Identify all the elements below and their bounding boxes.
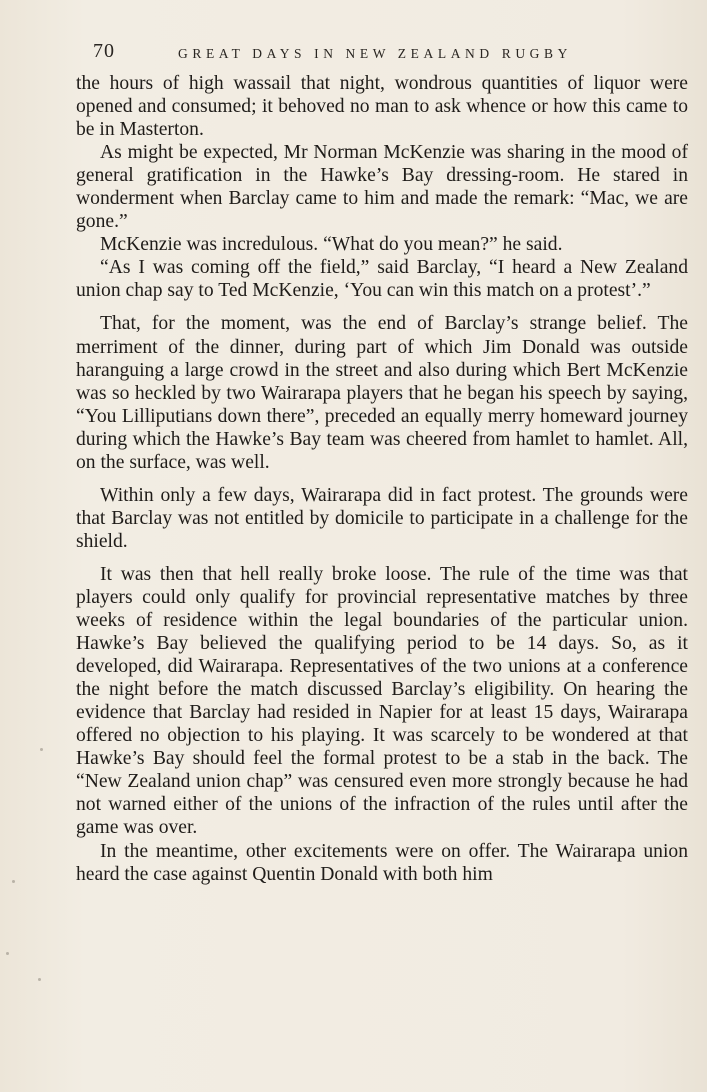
page-number: 70 — [93, 40, 115, 62]
paragraph: As might be expected, Mr Norman McKenzie was sharing in the mood of general gratification in the Hawke’s Bay dressing-room. He stared in wonderment when Barclay came to him and made the remark: “Mac, we are gone.” — [76, 142, 688, 233]
paragraph: In the meantime, other excitements were on offer. The Wairarapa union heard the case against Quentin Donald with both him — [76, 840, 688, 885]
paper-speck — [6, 952, 9, 955]
paragraph: the hours of high wassail that night, wondrous quantities of liquor were opened and consumed; it behoved no man to ask whence or how this came to be in Masterton. — [76, 73, 688, 141]
paragraph: That, for the moment, was the end of Barclay’s strange belief. The merriment of the dinner, during part of which Jim Donald was outside haranguing a large crowd in the street and also during which Bert McKenzie was so heckled by two Wairarapa players that he began his speech by saying, “You Lilliputians down there”, preceded an equally merry homeward journey during which the Hawke’s Bay team was cheered from hamlet to hamlet. All, on the surface, was well. — [76, 313, 688, 473]
paragraph: McKenzie was incredulous. “What do you mean?” he said. — [100, 234, 563, 256]
paper-speck — [40, 748, 43, 751]
paragraph: “As I was coming off the field,” said Barclay, “I heard a New Zealand union chap say to Ted McKenzie, ‘You can win this match on a protest’.” — [76, 257, 688, 302]
page-header — [93, 40, 613, 70]
paper-speck — [38, 978, 41, 981]
body-text — [76, 72, 688, 886]
paragraph: It was then that hell really broke loose. The rule of the time was that players could only qualify for provincial representative matches by three weeks of residence within the legal boundaries of the particular union. Hawke’s Bay believed the qualifying period to be 14 days. So, as it developed, did Wairarapa. Representatives of the two unions at a conference the night before the match discussed Barclay’s eligibility. On hearing the evidence that Barclay had resided in Napier for at least 15 days, Wairarapa offered no objection to his playing. It was scarcely to be wondered at that Hawke’s Bay should feel the formal protest to be a stab in the back. The “New Zealand union chap” was censured even more strongly because he had not warned either of the unions of the infraction of the rules until after the game was over. — [76, 563, 688, 839]
paper-speck — [12, 880, 15, 883]
running-head: GREAT DAYS IN NEW ZEALAND RUGBY — [178, 46, 572, 61]
paragraph: Within only a few days, Wairarapa did in fact protest. The grounds were that Barclay was not entitled by domicile to participate in a challenge for the shield. — [76, 484, 688, 552]
